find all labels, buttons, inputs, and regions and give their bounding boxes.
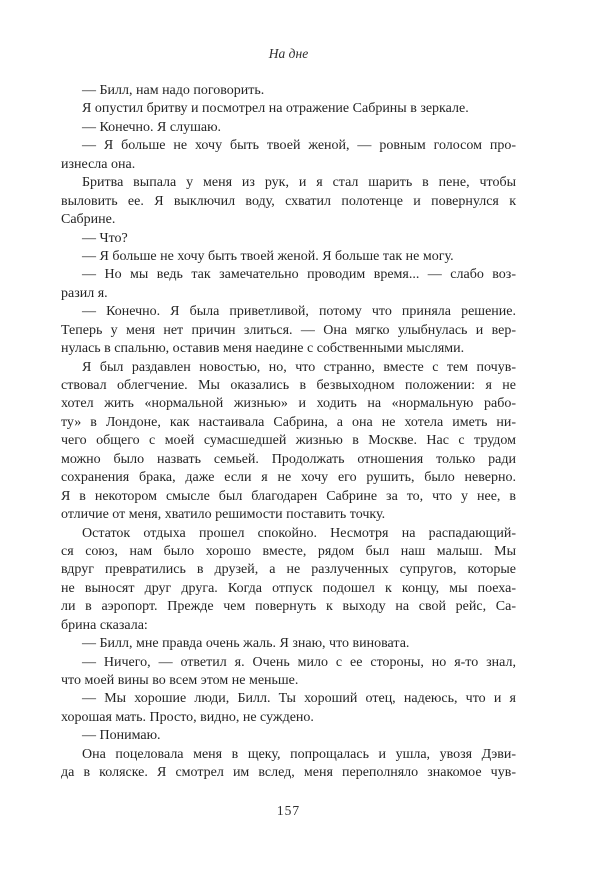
text-line: отличие от меня, хватило решимости поставить точку.: [61, 507, 386, 523]
text-line: сохранения брака, даже если я не хочу его рушить, было неверно.: [61, 470, 516, 486]
text-line: Теперь у меня нет причин злиться. — Она мягко улыбнулась и вер-: [61, 322, 516, 338]
text-line: ту» в Лондоне, как настаивала Сабрина, а она не хотела иметь ни-: [61, 414, 516, 430]
text-line: Остаток отдыха прошел спокойно. Несмотря на распадающий-: [82, 525, 516, 541]
text-line: — Билл, мне правда очень жаль. Я знаю, что виновата.: [82, 636, 410, 652]
text-line: чего общего с моей сумасшедшей жизнью в Москве. Нас с трудом: [61, 433, 516, 449]
paragraph: [61, 654, 516, 691]
text-line: — Конечно. Я слушаю.: [82, 119, 222, 135]
text-line: — Что?: [82, 230, 128, 246]
text-line: выловить ее. Я выключил воду, схватил полотенце и повернулся к: [61, 193, 516, 209]
text-line: — Я больше не хочу быть твоей женой, — ровным голосом про-: [82, 138, 516, 154]
paragraph: [61, 303, 516, 358]
body-text: [61, 82, 516, 783]
text-line: — Но мы ведь так замечательно проводим время... — слабо воз-: [82, 267, 516, 283]
text-line: брина сказала:: [61, 617, 148, 633]
text-line: да в коляске. Я смотрел им вслед, меня переполняло знакомое чув-: [61, 765, 516, 781]
page-number: 157: [276, 803, 301, 818]
paragraph: [61, 635, 516, 653]
text-line: можно было назвать семьей. Продолжать отношения только ради: [61, 451, 516, 467]
text-line: — Билл, нам надо поговорить.: [82, 83, 265, 98]
text-line: Я опустил бритву и посмотрел на отражение Сабрины в зеркале.: [82, 101, 469, 117]
paragraph: [61, 248, 516, 266]
text-line: хотел жить «нормальной жизнью» и ходить на «нормальную рабо-: [61, 396, 516, 412]
paragraph: [61, 174, 516, 229]
paragraph: [61, 119, 516, 137]
text-line: Она поцеловала меня в щеку, попрощалась и ушла, увозя Дэви-: [82, 746, 516, 762]
text-line: ся союз, нам было хорошо вместе, рядом был наш малыш. Мы: [61, 543, 516, 559]
text-line: — Понимаю.: [82, 728, 161, 744]
paragraph: [61, 359, 516, 525]
text-line: вдруг превратились в друзей, а не разлученных супругов, которые: [61, 562, 516, 578]
paragraph: [61, 266, 516, 303]
paragraph: [61, 137, 516, 174]
text-line: разил я.: [61, 285, 108, 301]
running-head: На дне: [268, 46, 309, 61]
text-line: нулась в спальню, оставив меня наедине с собственными мыслями.: [61, 341, 465, 357]
paragraph: [61, 230, 516, 248]
paragraph: [61, 727, 516, 745]
text-line: Бритва выпала у меня из рук, и я стал шарить в пене, чтобы: [82, 175, 516, 191]
text-line: изнесла она.: [61, 156, 136, 172]
text-line: Сабрине.: [61, 212, 116, 228]
text-line: ствовал облегчение. Мы оказались в безвыходном положении: я не: [61, 378, 516, 393]
paragraph: [61, 82, 516, 100]
text-line: не выносят друг друга. Когда отпуск подошел к концу, мы поеха-: [61, 580, 516, 596]
text-line: ли в аэропорт. Прежде чем повернуть к выходу на свой рейс, Са-: [61, 599, 516, 615]
paragraph: [61, 100, 516, 118]
text-line: — Ничего, — ответил я. Очень мило с ее стороны, но я-то знал,: [82, 654, 516, 670]
paragraph: [61, 746, 516, 783]
text-line: что моей вины во всем этом не меньше.: [61, 673, 299, 688]
text-line: — Мы хорошие люди, Билл. Ты хороший отец, надеюсь, что и я: [82, 691, 516, 707]
text-line: — Конечно. Я была приветливой, потому что приняла решение.: [82, 304, 516, 320]
text-line: Я был раздавлен новостью, но, что странно, вместе с тем почув-: [82, 359, 516, 375]
text-line: Я в некотором смысле был благодарен Сабрине за то, что у нее, в: [61, 488, 516, 504]
text-line: хорошая мать. Просто, видно, не суждено.: [61, 709, 314, 725]
text-line: — Я больше не хочу быть твоей женой. Я больше так не могу.: [82, 248, 454, 264]
paragraph: [61, 690, 516, 727]
paragraph: [61, 525, 516, 636]
